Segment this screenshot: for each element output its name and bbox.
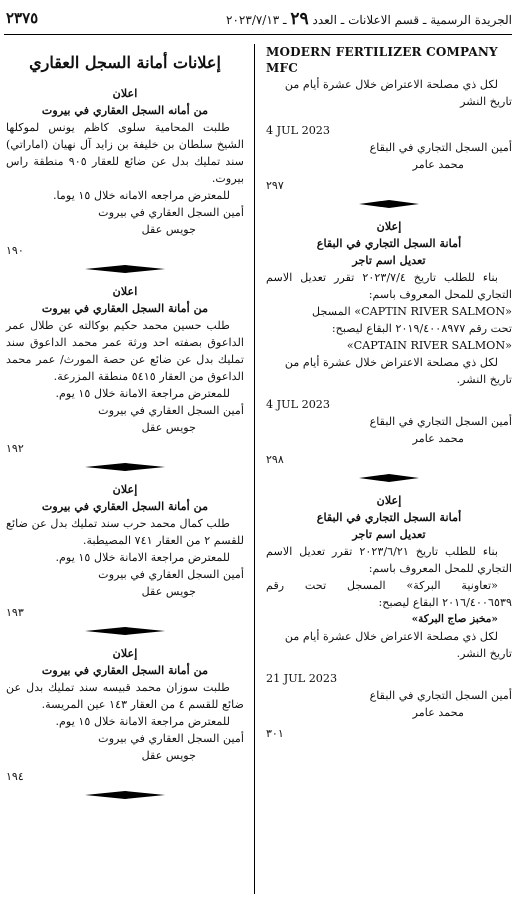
ad-label: إعلان [376,493,402,507]
ad-date: 4 JUL 2023 [266,124,331,137]
ad-number: ١٩٣ [6,606,24,619]
ad-subtitle: تعديل اسم تاجر [352,527,426,541]
gazette-header-text [226,9,512,29]
ad-signer-name: جويس عقل [141,749,196,762]
commercial-column [266,44,512,744]
ad-objection: لكل ذي مصلحة الاعتراض خلال عشرة أيام من تاريخ النشر. [284,356,512,386]
ad-number: ٣٠١ [266,727,284,740]
announcement-301 [266,492,512,742]
ad-body: طلب كمال محمد حرب سند تمليك بدل عن ضائع للقسم ٢ من العقار ٧٤١ المصيطبة. [6,517,244,547]
ad-title: من أمانة السجل العقاري في بيروت [41,301,209,315]
page-header [0,0,516,34]
issue-date: ـ ٢٠٢٣/٧/١٣ [226,13,287,27]
announcement-194 [6,645,244,799]
divider-ornament [85,463,165,471]
ad-signer: أمين السجل العقاري في بيروت [98,732,244,745]
ad-title: أمانة السجل التجاري في البقاع [316,236,462,250]
ad-number: ١٩٠ [6,244,24,257]
ad-old-name: «تعاونية البركة» المسجل تحت رقم ٢٠١٦/٤٠٠٦٥٣٩ البقاع ليصبح: [266,579,512,609]
announcement-192 [6,283,244,471]
ad-objection: لكل ذي مصلحة الاعتراض خلال عشرة أيام من تاريخ النشر. [284,630,512,660]
ad-signer-name: محمد عامر [412,706,464,719]
header-title: الجريدة الرسمية ـ قسم الاعلانات ـ العدد [312,13,512,27]
ad-title: أمانة السجل التجاري في البقاع [316,510,462,524]
ad-signer: أمين السجل التجاري في البقاع [369,141,512,154]
divider-ornament [359,200,419,208]
ad-date: 4 JUL 2023 [266,398,331,411]
column-divider [254,44,255,894]
ad-objection: للمعترض مراجعة الامانة خلال ١٥ يوم. [55,387,230,400]
ad-body: طلب حسين محمد حكيم بوكالته عن طلال عمر الداعوق بصفته احد ورثة عمر محمد الداعوق سند تمليك بدل عن ضائع عن حصة المورث/ عمر محمد الداعوق من العقار ٥٤١٥ منطقة المزرعة. [6,319,244,383]
ad-title: من أمانة السجل العقاري في بيروت [41,663,209,677]
ad-body: بناء للطلب تاريخ ٢٠٢٣/٦/٢١ تقرر تعديل الاسم التجاري للمحل المعروف باسم: [266,545,512,575]
ad-body: طلبت سوزان محمد قبيسه سند تمليك بدل عن ضائع للقسم ٤ من العقار ١٤٣ عين المريسة. [6,681,244,711]
ad-number: ٢٩٨ [266,453,284,466]
ad-number: ١٩٤ [6,770,24,783]
ad-signer-name: محمد عامر [412,158,464,171]
ad-label: إعلان [376,219,402,233]
ad-old-name: «CAPTIN RIVER SALMON» المسجل [312,305,512,318]
announcement-298 [266,218,512,482]
ad-objection: للمعترض مراجعة الامانة خلال ١٥ يوم. [55,551,230,564]
ad-number: ٢٩٧ [266,179,284,192]
ad-signer-name: محمد عامر [412,432,464,445]
page-number: ٢٣٧٥ [6,9,39,27]
ad-label: اعلان [112,86,138,100]
announcement-297 [266,44,512,208]
ad-registration: تحت رقم ٢٠١٩/٤٠٠٨٩٧٧ البقاع ليصبح: [331,322,512,335]
divider-ornament [85,265,165,273]
real-estate-column [6,44,244,809]
ad-title: من أمانة السجل العقاري في بيروت [41,499,209,513]
ad-objection: للمعترض مراجعه الامانه خلال ١٥ يوما. [52,189,230,202]
section-title: إعلانات أمانة السجل العقاري [29,53,221,72]
header-rule [4,34,512,35]
ad-label: إعلان [112,482,138,496]
ad-signer-name: جويس عقل [141,585,196,598]
ad-title: من أمانه السجل العقاري في بيروت [41,103,209,117]
ad-signer: أمين السجل التجاري في البقاع [369,415,512,428]
ad-objection: للمعترض مراجعة الامانة خلال ١٥ يوم. [55,715,230,728]
issue-number: ٢٩ [290,9,309,29]
ad-new-name: «CAPTAIN RIVER SALMON» [346,339,512,352]
ad-signer: أمين السجل التجاري في البقاع [369,689,512,702]
announcement-190 [6,85,244,273]
ad-number: ١٩٢ [6,442,24,455]
ad-date: 21 JUL 2023 [266,672,338,685]
divider-ornament [85,791,165,799]
ad-subtitle: تعديل اسم تاجر [352,253,426,267]
ad-label: إعلان [112,646,138,660]
announcement-193 [6,481,244,635]
ad-objection: لكل ذي مصلحة الاعتراض خلال عشرة أيام من تاريخ النشر [284,78,512,108]
company-name: MODERN FERTILIZER COMPANY MFC [266,45,498,75]
ad-signer: أمين السجل العقاري في بيروت [98,206,244,219]
ad-new-name: «مخبز صاج البركة» [411,613,498,625]
ad-signer-name: جويس عقل [141,223,196,236]
ad-label: اعلان [112,284,138,298]
divider-ornament [359,474,419,482]
ad-body: طلبت المحامية سلوى كاظم يونس لموكلها الشيخ سلطان بن خليفة بن زايد آل نهيان (اماراتي) سند تمليك بدل عن ضائع للعقار ٩٠٥ منطقة راس بيروت. [6,121,245,185]
ad-signer-name: جويس عقل [141,421,196,434]
ad-body: بناء للطلب تاريخ ٢٠٢٣/٧/٤ تقرر تعديل الاسم التجاري للمحل المعروف باسم: [266,271,512,301]
ad-signer: أمين السجل العقاري في بيروت [98,404,244,417]
divider-ornament [85,627,165,635]
ad-signer: أمين السجل العقاري في بيروت [98,568,244,581]
